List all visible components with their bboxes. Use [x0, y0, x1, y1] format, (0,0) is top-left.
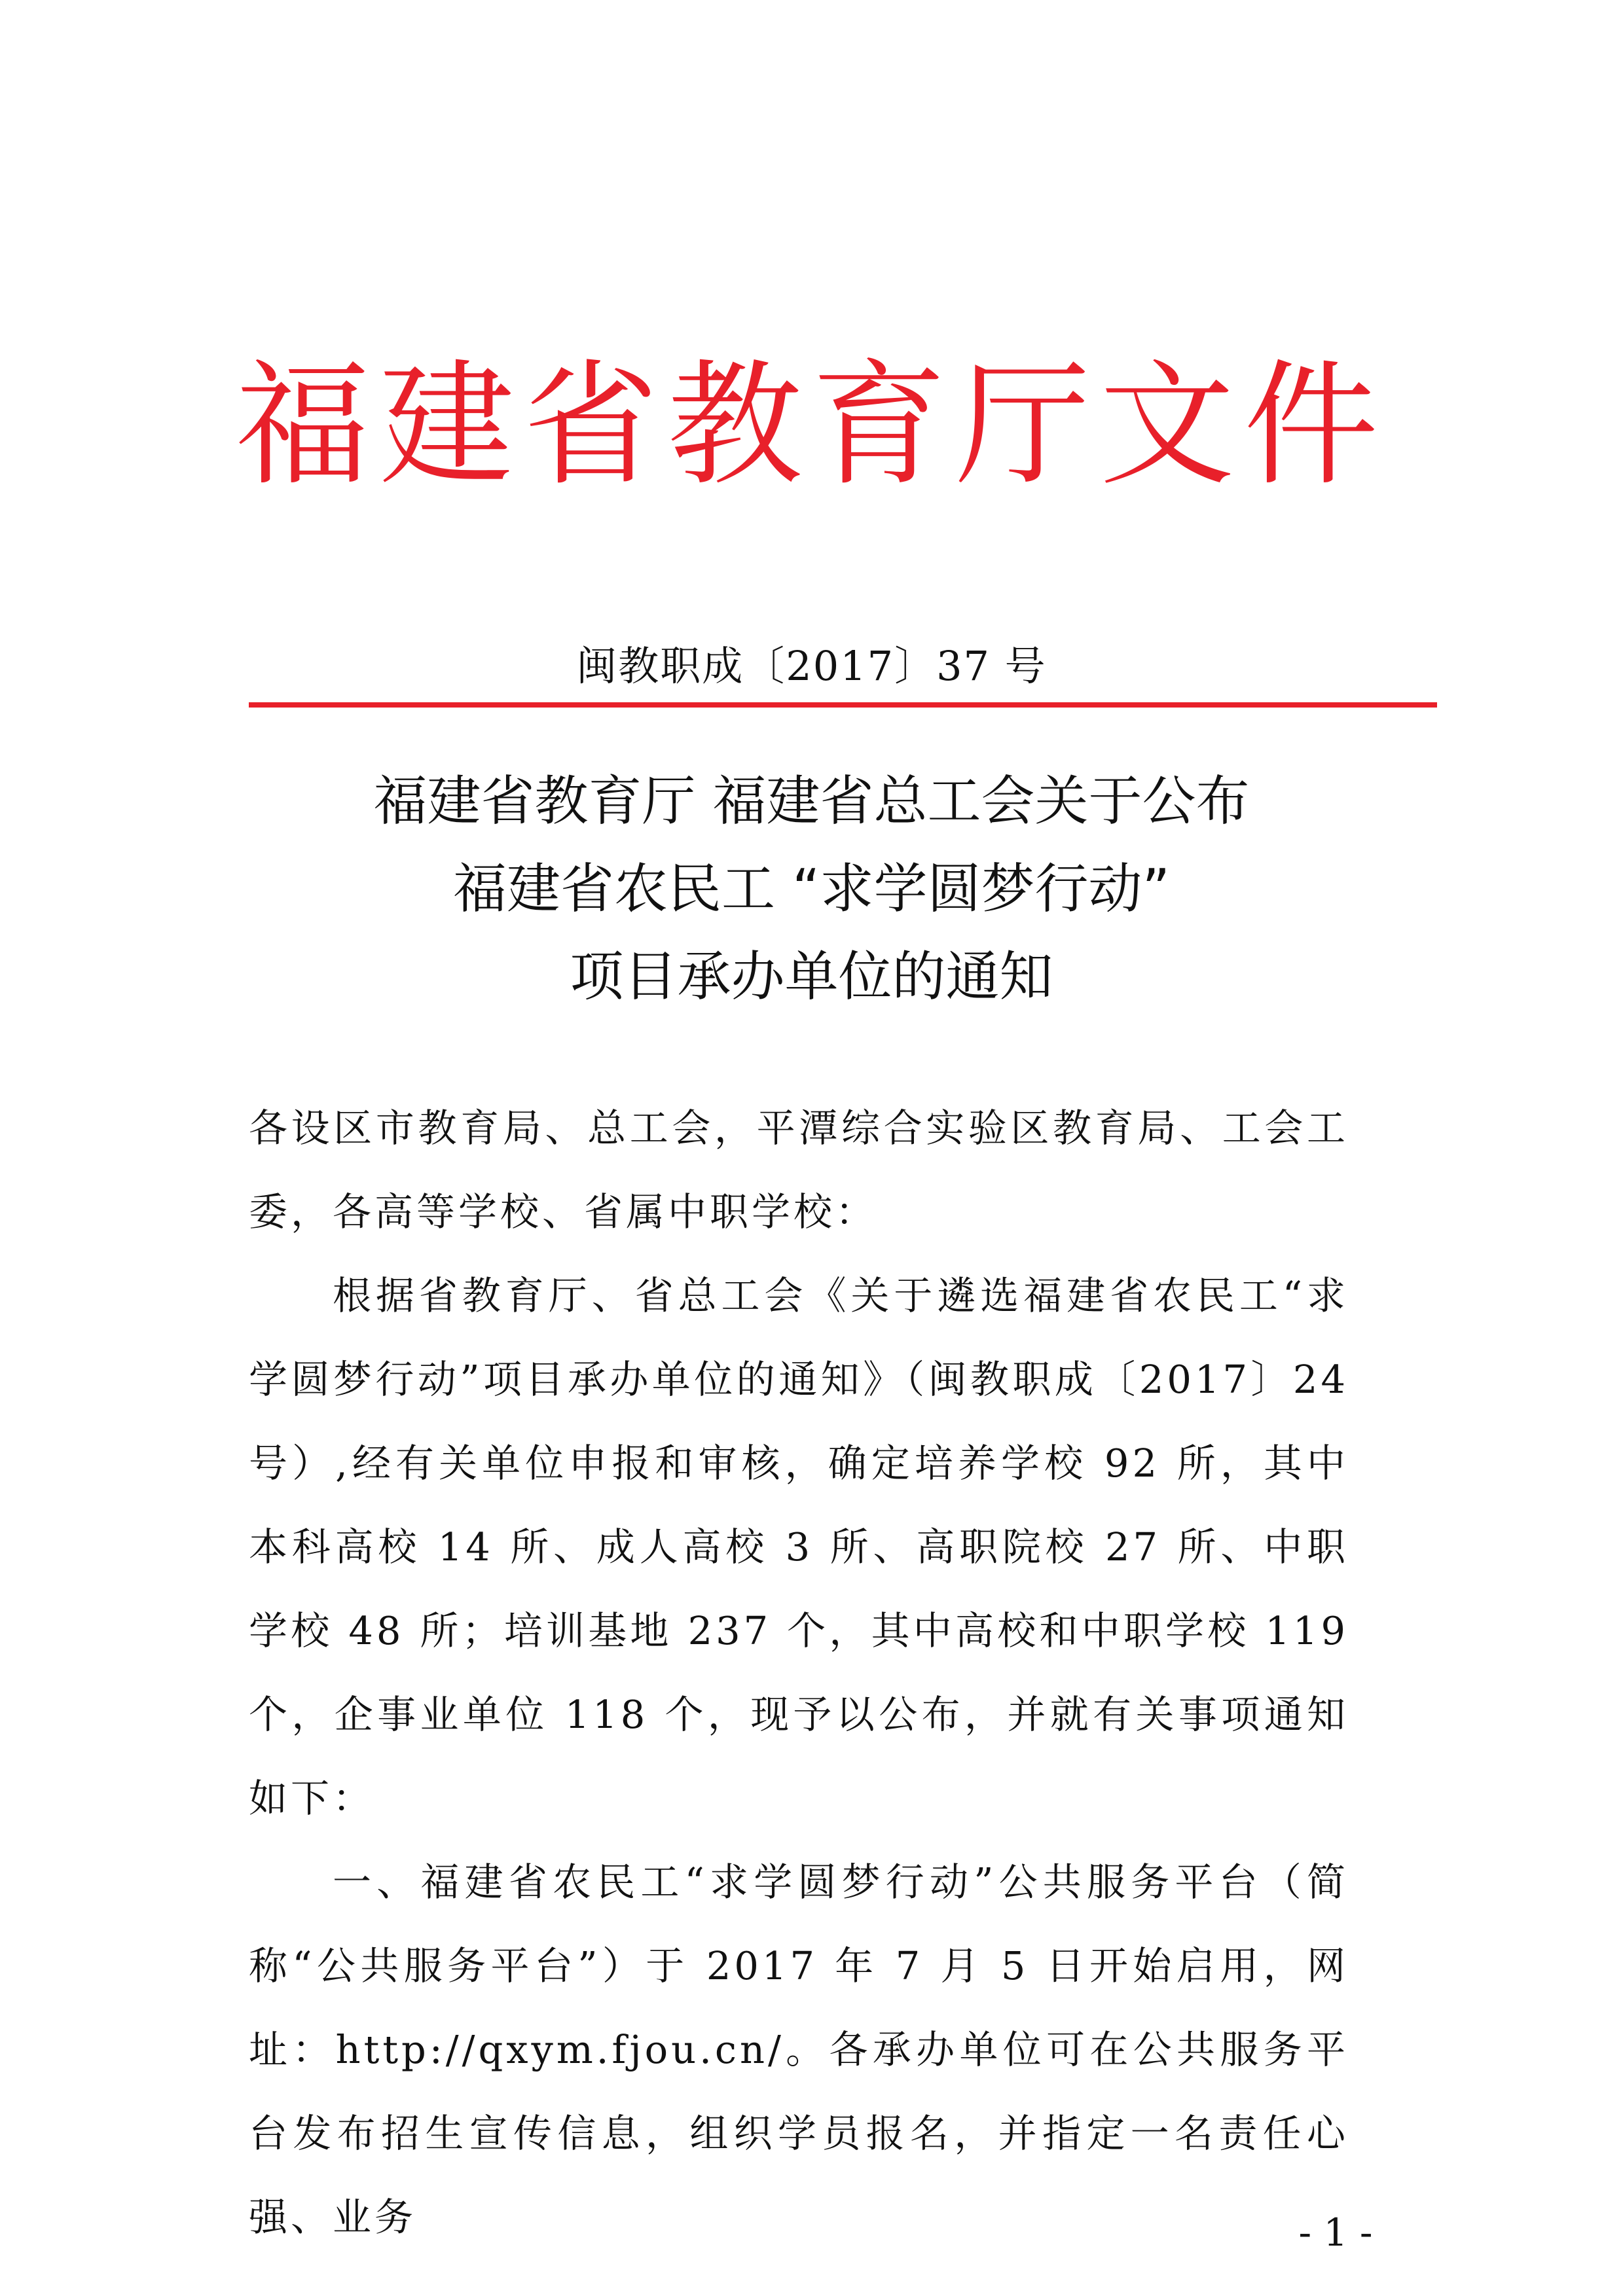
document-header-title: 福建省教育厅文件	[235, 347, 1388, 504]
red-divider-line	[249, 702, 1437, 708]
title-line: 福建省农民工 “求学圆梦行动”	[452, 858, 1171, 920]
notice-title	[0, 758, 1623, 1021]
document-body	[249, 1086, 1349, 2259]
body-paragraph: 一、福建省农民工“求学圆梦行动”公共服务平台（简称“公共服务平台”）于 2017 年 7 月 5 日开始启用，网址：http://qxym.fjou.cn/。各承办单位可在公共服务平台发布招生宣传信息，组织学员报名，并指定一名责任心强、业务	[249, 1859, 1349, 2240]
addressee-paragraph: 各设区市教育局、总工会，平潭综合实验区教育局、工会工委，各高等学校、省属中职学校：	[249, 1105, 1349, 1234]
document-number: 闽教职成〔2017〕37 号	[576, 642, 1047, 690]
title-line: 项目承办单位的通知	[570, 946, 1053, 1008]
title-line: 福建省教育厅 福建省总工会关于公布	[373, 770, 1250, 833]
page-number: - 1 -	[1298, 2210, 1373, 2255]
body-paragraph: 根据省教育厅、省总工会《关于遴选福建省农民工“求学圆梦行动”项目承办单位的通知》（闽教职成〔2017〕24号）,经有关单位申报和审核，确定培养学校 92 所，其中本科高校 14 所、成人高校 3 所、高职院校 27 所、中职学校 48 所；培训基地 237 个，其中高校和中职学校 119 个，企事业单位 118 个，现予以公布，并就有关事项通知如下：	[249, 1273, 1349, 1821]
